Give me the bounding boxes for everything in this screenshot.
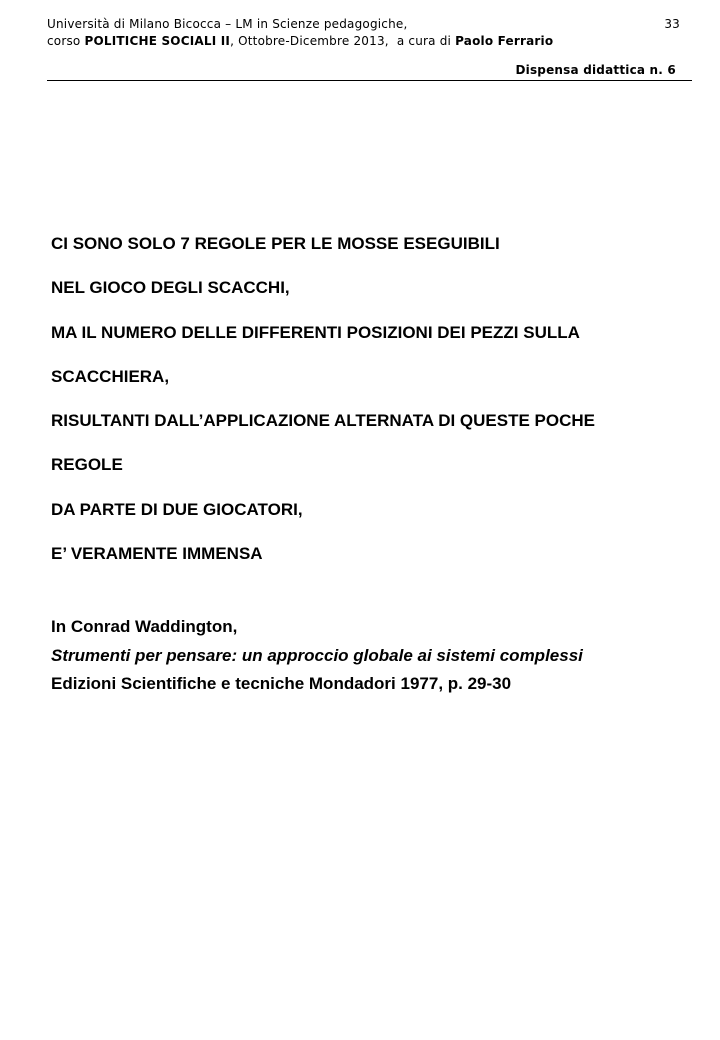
course-line	[47, 33, 553, 50]
statement-line: MA IL NUMERO DELLE DIFFERENTI POSIZIONI DEI PEZZI SULLA	[51, 322, 580, 342]
author-name: Paolo Ferrario	[455, 34, 554, 48]
university-line: Università di Milano Bicocca – LM in Scienze pedagogiche,	[47, 17, 408, 31]
citation	[51, 613, 583, 699]
main-statement	[51, 222, 595, 576]
header-divider	[47, 80, 692, 81]
course-period: , Ottobre-Dicembre 2013,	[230, 34, 389, 48]
statement-line: REGOLE	[51, 455, 123, 475]
curated-by-label: a cura di	[396, 34, 452, 48]
citation-title: Strumenti per pensare: un approccio globale ai sistemi complessi	[51, 645, 583, 665]
citation-publisher: Edizioni Scientifiche e tecniche Mondadori 1977, p. 29-30	[51, 674, 512, 693]
citation-author: In Conrad Waddington,	[51, 617, 238, 636]
statement-line: DA PARTE DI DUE GIOCATORI,	[51, 499, 303, 519]
statement-line: RISULTANTI DALL’APPLICAZIONE ALTERNATA DI QUESTE POCHE	[51, 411, 595, 431]
page-header	[47, 16, 692, 82]
statement-line: CI SONO SOLO 7 REGOLE PER LE MOSSE ESEGUIBILI	[51, 234, 500, 253]
document-label: Dispensa didattica n. 6	[515, 63, 676, 77]
statement-line: SCACCHIERA,	[51, 366, 170, 386]
statement-line: E’ VERAMENTE IMMENSA	[51, 544, 263, 564]
course-prefix: corso	[47, 34, 81, 48]
statement-line: NEL GIOCO DEGLI SCACCHI,	[51, 278, 290, 298]
course-name: POLITICHE SOCIALI II	[84, 34, 231, 48]
page-number: 33	[664, 17, 680, 31]
